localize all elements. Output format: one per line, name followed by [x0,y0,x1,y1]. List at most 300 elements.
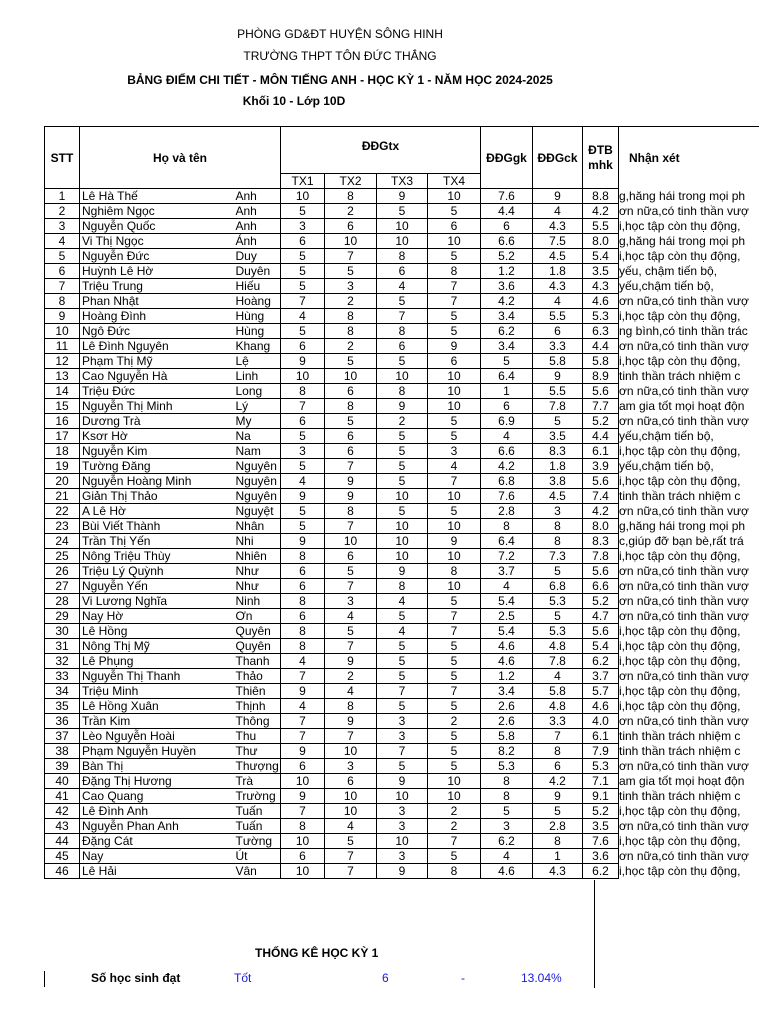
tx4-cell: 5 [428,729,481,744]
table-row [45,429,760,444]
comment-text: tinh thần trách nhiệm c [619,489,741,503]
dtb-cell: 5.2 [583,804,619,819]
last-name-cell: Ksơr Hờ [80,429,234,444]
last-name-cell: Bùi Viết Thành [80,519,234,534]
comment-cell [619,729,760,744]
tx4-cell: 2 [428,804,481,819]
first-name-cell: Ơn [234,609,281,624]
ddgck-cell: 1.8 [533,459,583,474]
tx3-cell: 4 [377,279,428,294]
tx2-cell: 6 [325,429,377,444]
stt-cell: 13 [45,369,80,384]
tx2-cell: 10 [325,234,377,249]
ddggk-cell: 8 [481,519,533,534]
tx1-cell: 9 [281,684,325,699]
tx4-cell: 7 [428,294,481,309]
first-name-cell: Long [234,384,281,399]
ddggk-cell: 2.5 [481,609,533,624]
comment-cell [619,789,760,804]
ddgck-cell: 1.8 [533,264,583,279]
first-name-cell: Hoàng [234,294,281,309]
comment-cell [619,579,760,594]
ddgck-cell: 8 [533,744,583,759]
tx3-cell: 10 [377,219,428,234]
tx1-cell: 5 [281,264,325,279]
comment-cell [619,219,760,234]
tx4-cell: 9 [428,534,481,549]
comment-cell [619,669,760,684]
table-row [45,354,760,369]
header-stt: STT [45,127,80,189]
department-name: PHÒNG GD&ĐT HUYỆN SÔNG HINH [237,27,443,41]
table-row [45,489,760,504]
table-row [45,714,760,729]
last-name-cell: Lê Hồng Xuân [80,699,234,714]
stt-cell: 7 [45,279,80,294]
dtb-cell: 5.2 [583,414,619,429]
ddggk-cell: 6 [481,399,533,414]
ddggk-cell: 4.2 [481,459,533,474]
last-name-cell: Lê Phụng [80,654,234,669]
tx3-cell: 3 [377,804,428,819]
comment-cell [619,819,760,834]
comment-text: ơn nữa,có tinh thần vượ [619,339,749,353]
tx3-cell: 5 [377,354,428,369]
tx2-cell: 4 [325,819,377,834]
comment-cell [619,759,760,774]
tx3-cell: 10 [377,519,428,534]
last-name-cell: Trần Kim [80,714,234,729]
ddgck-cell: 6.8 [533,579,583,594]
ddgck-cell: 5 [533,609,583,624]
table-row [45,219,760,234]
class-subtitle: Khối 10 - Lớp 10D [242,94,346,108]
ddgck-cell: 4.2 [533,774,583,789]
tx3-cell: 6 [377,339,428,354]
tx2-cell: 7 [325,849,377,864]
header-tx2: TX2 [325,174,377,189]
comment-text: tinh thần trách nhiệm c [619,369,741,383]
stt-cell: 4 [45,234,80,249]
last-name-cell: Nguyễn Yến [80,579,234,594]
ddgck-cell: 4 [533,204,583,219]
ddggk-cell: 3 [481,819,533,834]
ddggk-cell: 6.9 [481,414,533,429]
comment-cell [619,279,760,294]
stats-percent: 13.04% [521,971,562,985]
header-comment: Nhận xét [619,127,760,189]
tx1-cell: 5 [281,504,325,519]
ddggk-cell: 8.2 [481,744,533,759]
comment-text: i,học tập còn thụ động, [619,654,741,668]
dtb-cell: 8.9 [583,369,619,384]
stt-cell: 12 [45,354,80,369]
last-name-cell: Trần Thị Yến [80,534,234,549]
last-name-cell: Triệu Đức [80,384,234,399]
stt-cell: 17 [45,429,80,444]
comment-text: i,học tập còn thụ động, [619,444,741,458]
tx2-cell: 6 [325,549,377,564]
dtb-cell: 3.5 [583,264,619,279]
tx1-cell: 9 [281,354,325,369]
tx3-cell: 3 [377,729,428,744]
comment-text: i,học tập còn thụ động, [619,474,741,488]
first-name-cell: Trường [234,789,281,804]
comment-cell [619,849,760,864]
first-name-cell: Thiên [234,684,281,699]
header-ddggk: ĐĐGgk [481,127,533,189]
first-name-cell: Thu [234,729,281,744]
table-row [45,234,760,249]
last-name-cell: Nay Hờ [80,609,234,624]
tx3-cell: 5 [377,459,428,474]
table-row [45,294,760,309]
ddgck-cell: 7 [533,729,583,744]
comment-text: i,học tập còn thụ động, [619,354,741,368]
tx1-cell: 6 [281,579,325,594]
tx3-cell: 9 [377,864,428,879]
table-row [45,819,760,834]
stt-cell: 11 [45,339,80,354]
table-row [45,789,760,804]
ddggk-cell: 8 [481,789,533,804]
tx2-cell: 9 [325,474,377,489]
tx3-cell: 5 [377,504,428,519]
table-row [45,864,760,879]
school-name: TRƯỜNG THPT TÔN ĐỨC THẮNG [243,49,437,63]
table-row [45,384,760,399]
tx2-cell: 10 [325,789,377,804]
header-tx4: TX4 [428,174,481,189]
ddggk-cell: 3.6 [481,279,533,294]
ddggk-cell: 1 [481,384,533,399]
tx4-cell: 10 [428,774,481,789]
table-row [45,399,760,414]
last-name-cell: Dương Trà [80,414,234,429]
ddggk-cell: 4.2 [481,294,533,309]
first-name-cell: Tường [234,834,281,849]
ddggk-cell: 6.2 [481,324,533,339]
tx2-cell: 5 [325,834,377,849]
ddgck-cell: 3.3 [533,714,583,729]
tx2-cell: 4 [325,609,377,624]
tx1-cell: 5 [281,279,325,294]
ddgck-cell: 6 [533,759,583,774]
table-row [45,279,760,294]
stats-count: 6 [382,971,389,985]
tx4-cell: 7 [428,474,481,489]
tx3-cell: 7 [377,684,428,699]
ddgck-cell: 8 [533,519,583,534]
tx4-cell: 6 [428,354,481,369]
last-name-cell: Ngô Đức [80,324,234,339]
stt-cell: 5 [45,249,80,264]
comment-cell [619,699,760,714]
tx3-cell: 10 [377,234,428,249]
dtb-cell: 4.2 [583,204,619,219]
dtb-cell: 5.6 [583,624,619,639]
tx2-cell: 3 [325,279,377,294]
ddgck-cell: 7.3 [533,549,583,564]
dtb-cell: 8.8 [583,189,619,204]
ddggk-cell: 3.4 [481,309,533,324]
first-name-cell: Như [234,579,281,594]
stats-label: Số học sinh đạt [91,971,181,985]
table-row [45,249,760,264]
ddggk-cell: 4.6 [481,639,533,654]
tx2-cell: 9 [325,714,377,729]
stt-cell: 21 [45,489,80,504]
comment-cell [619,804,760,819]
header-ddgck: ĐĐGck [533,127,583,189]
tx4-cell: 10 [428,519,481,534]
tx4-cell: 7 [428,279,481,294]
first-name-cell: Thượng [235,759,279,773]
comment-cell [619,609,760,624]
tx2-cell: 7 [325,459,377,474]
tx1-cell: 5 [281,429,325,444]
tx2-cell: 3 [325,594,377,609]
ddggk-cell: 6.6 [481,234,533,249]
tx1-cell: 7 [281,729,325,744]
ddggk-cell: 4.6 [481,654,533,669]
comment-cell [619,519,760,534]
tx3-cell: 7 [377,744,428,759]
table-row [45,189,760,204]
ddgck-cell: 1 [533,849,583,864]
ddgck-cell: 3.3 [533,339,583,354]
tx2-cell: 3 [325,759,377,774]
tx4-cell: 3 [428,444,481,459]
table-row [45,594,760,609]
last-name-cell: Phạm Thị Mỹ [80,354,234,369]
ddgck-cell: 4 [533,669,583,684]
ddggk-cell: 5 [481,354,533,369]
tx3-cell: 5 [377,204,428,219]
first-name-cell: Thanh [234,654,281,669]
comment-cell [619,324,760,339]
ddggk-cell: 6.4 [481,534,533,549]
table-row [45,759,760,774]
tx1-cell: 6 [281,849,325,864]
tx4-cell: 10 [428,789,481,804]
tx2-cell: 4 [325,684,377,699]
tx1-cell: 4 [281,309,325,324]
ddggk-cell: 6.8 [481,474,533,489]
tx3-cell: 5 [377,639,428,654]
stt-cell: 22 [45,504,80,519]
last-name-cell: Bàn Thị [80,759,234,774]
table-row [45,459,760,474]
dtb-cell: 3.9 [583,459,619,474]
ddgck-cell: 6 [533,324,583,339]
dtb-cell: 7.8 [583,549,619,564]
tx4-cell: 5 [428,639,481,654]
dtb-cell: 9.1 [583,789,619,804]
comment-cell [619,294,760,309]
tx4-cell: 4 [428,459,481,474]
tx3-cell: 7 [377,309,428,324]
stt-cell: 27 [45,579,80,594]
ddgck-cell: 9 [533,189,583,204]
stt-cell: 2 [45,204,80,219]
first-name-cell: Quyên [234,624,281,639]
first-name-cell: Anh [234,219,281,234]
dtb-cell: 5.5 [583,219,619,234]
last-name-cell: Vi Lương Nghĩa [80,594,234,609]
tx4-cell: 2 [428,714,481,729]
last-name-cell: Phạm Nguyễn Huyền [80,744,234,759]
stt-cell: 10 [45,324,80,339]
first-name-cell: Ninh [234,594,281,609]
tx3-cell: 5 [377,699,428,714]
tx1-cell: 6 [281,609,325,624]
comment-cell [619,339,760,354]
tx4-cell: 8 [428,264,481,279]
first-name-cell: Nguyệt [234,504,281,519]
dtb-cell: 3.7 [583,669,619,684]
tx3-cell: 5 [377,474,428,489]
last-name-cell: Nguyễn Quốc [80,219,234,234]
comment-text: g,hăng hái trong mọi ph [619,234,746,248]
tx1-cell: 10 [281,369,325,384]
stt-cell: 23 [45,519,80,534]
first-name-cell: Nam [234,444,281,459]
comment-cell [619,504,760,519]
dtb-cell: 4.4 [583,339,619,354]
tx3-cell: 5 [377,669,428,684]
comment-text: i,học tập còn thụ động, [619,309,741,323]
tx4-cell: 10 [428,399,481,414]
comment-text: ơn nữa,có tinh thần vượ [619,384,749,398]
tx2-cell: 7 [325,579,377,594]
tx1-cell: 7 [281,714,325,729]
last-name-cell: Lê Hải [80,864,234,879]
tx3-cell: 8 [377,324,428,339]
tx4-cell: 8 [428,864,481,879]
table-row [45,654,760,669]
comment-text: tinh thần trách nhiệm c [619,789,741,803]
comment-text: i,học tập còn thụ động, [619,684,741,698]
ddggk-cell: 5.3 [481,759,533,774]
tx3-cell: 10 [377,789,428,804]
dtb-cell: 4.2 [583,504,619,519]
comment-text: ơn nữa,có tinh thần vượ [619,294,749,308]
ddggk-cell: 5.2 [481,249,533,264]
last-name-cell: Nguyễn Phan Anh [80,819,234,834]
last-name-cell: Lê Hồng [80,624,234,639]
first-name-cell: Khang [234,339,281,354]
comment-cell [619,234,760,249]
tx1-cell: 5 [281,249,325,264]
tx1-cell: 9 [281,534,325,549]
ddgck-cell: 4.5 [533,489,583,504]
last-name-cell: Nguyễn Thị Thanh [80,669,234,684]
tx3-cell: 8 [377,249,428,264]
first-name-cell: Hùng [234,309,281,324]
header-dtb: ĐTB mhk [583,127,619,189]
last-name-cell: Nghiêm Ngọc [80,204,234,219]
stt-cell: 44 [45,834,80,849]
tx3-cell: 8 [377,384,428,399]
table-row [45,324,760,339]
tx3-cell: 3 [377,714,428,729]
stt-cell: 26 [45,564,80,579]
ddggk-cell: 3.4 [481,339,533,354]
dtb-cell: 5.4 [583,639,619,654]
dtb-cell: 3.5 [583,819,619,834]
tx1-cell: 8 [281,639,325,654]
ddggk-cell: 7.6 [481,189,533,204]
tx2-cell: 9 [325,489,377,504]
table-row [45,339,760,354]
tx1-cell: 8 [281,624,325,639]
first-name-cell: Anh [234,204,281,219]
tx2-cell: 10 [325,534,377,549]
tx2-cell: 7 [325,249,377,264]
table-row [45,774,760,789]
tx2-cell: 9 [325,654,377,669]
first-name-cell: Thư [234,744,281,759]
tx2-cell: 8 [325,504,377,519]
last-name-cell: Phan Nhật [80,294,234,309]
first-name-cell: Thông [234,714,281,729]
stt-cell: 31 [45,639,80,654]
ddgck-cell: 5.8 [533,354,583,369]
first-name-cell: Như [234,564,281,579]
stt-cell: 45 [45,849,80,864]
tx2-cell: 7 [325,519,377,534]
table-row [45,849,760,864]
ddgck-cell: 8 [533,534,583,549]
tx3-cell: 5 [377,654,428,669]
tx1-cell: 6 [281,759,325,774]
first-name-cell: Tuấn [234,819,281,834]
stt-cell: 8 [45,294,80,309]
comment-cell [619,654,760,669]
first-name-cell: Ánh [234,234,281,249]
comment-text: i,học tập còn thụ động, [619,549,741,563]
table-row [45,729,760,744]
ddgck-cell: 4.3 [533,279,583,294]
comment-text: ơn nữa,có tinh thần vượ [619,414,749,428]
table-row [45,564,760,579]
ddgck-cell: 4.5 [533,249,583,264]
last-name-cell: Nguyễn Thị Minh [80,399,234,414]
tx2-cell: 7 [325,639,377,654]
tx2-cell: 2 [325,294,377,309]
comment-cell [619,594,760,609]
tx1-cell: 7 [281,804,325,819]
comment-cell [619,744,760,759]
ddggk-cell: 2.6 [481,714,533,729]
tx4-cell: 7 [428,624,481,639]
comment-cell [619,624,760,639]
last-name-cell: Cao Nguyễn Hà [80,369,234,384]
stt-cell: 9 [45,309,80,324]
dtb-cell: 5.3 [583,759,619,774]
tx4-cell: 5 [428,504,481,519]
comment-text: am gia tốt mọi hoạt độn [619,774,745,788]
comment-cell [619,864,760,879]
ddggk-cell: 1.2 [481,669,533,684]
table-row [45,264,760,279]
tx2-cell: 5 [325,414,377,429]
comment-cell [619,444,760,459]
ddggk-cell: 7.2 [481,549,533,564]
tx4-cell: 10 [428,549,481,564]
comment-text: ơn nữa,có tinh thần vượ [619,669,749,683]
